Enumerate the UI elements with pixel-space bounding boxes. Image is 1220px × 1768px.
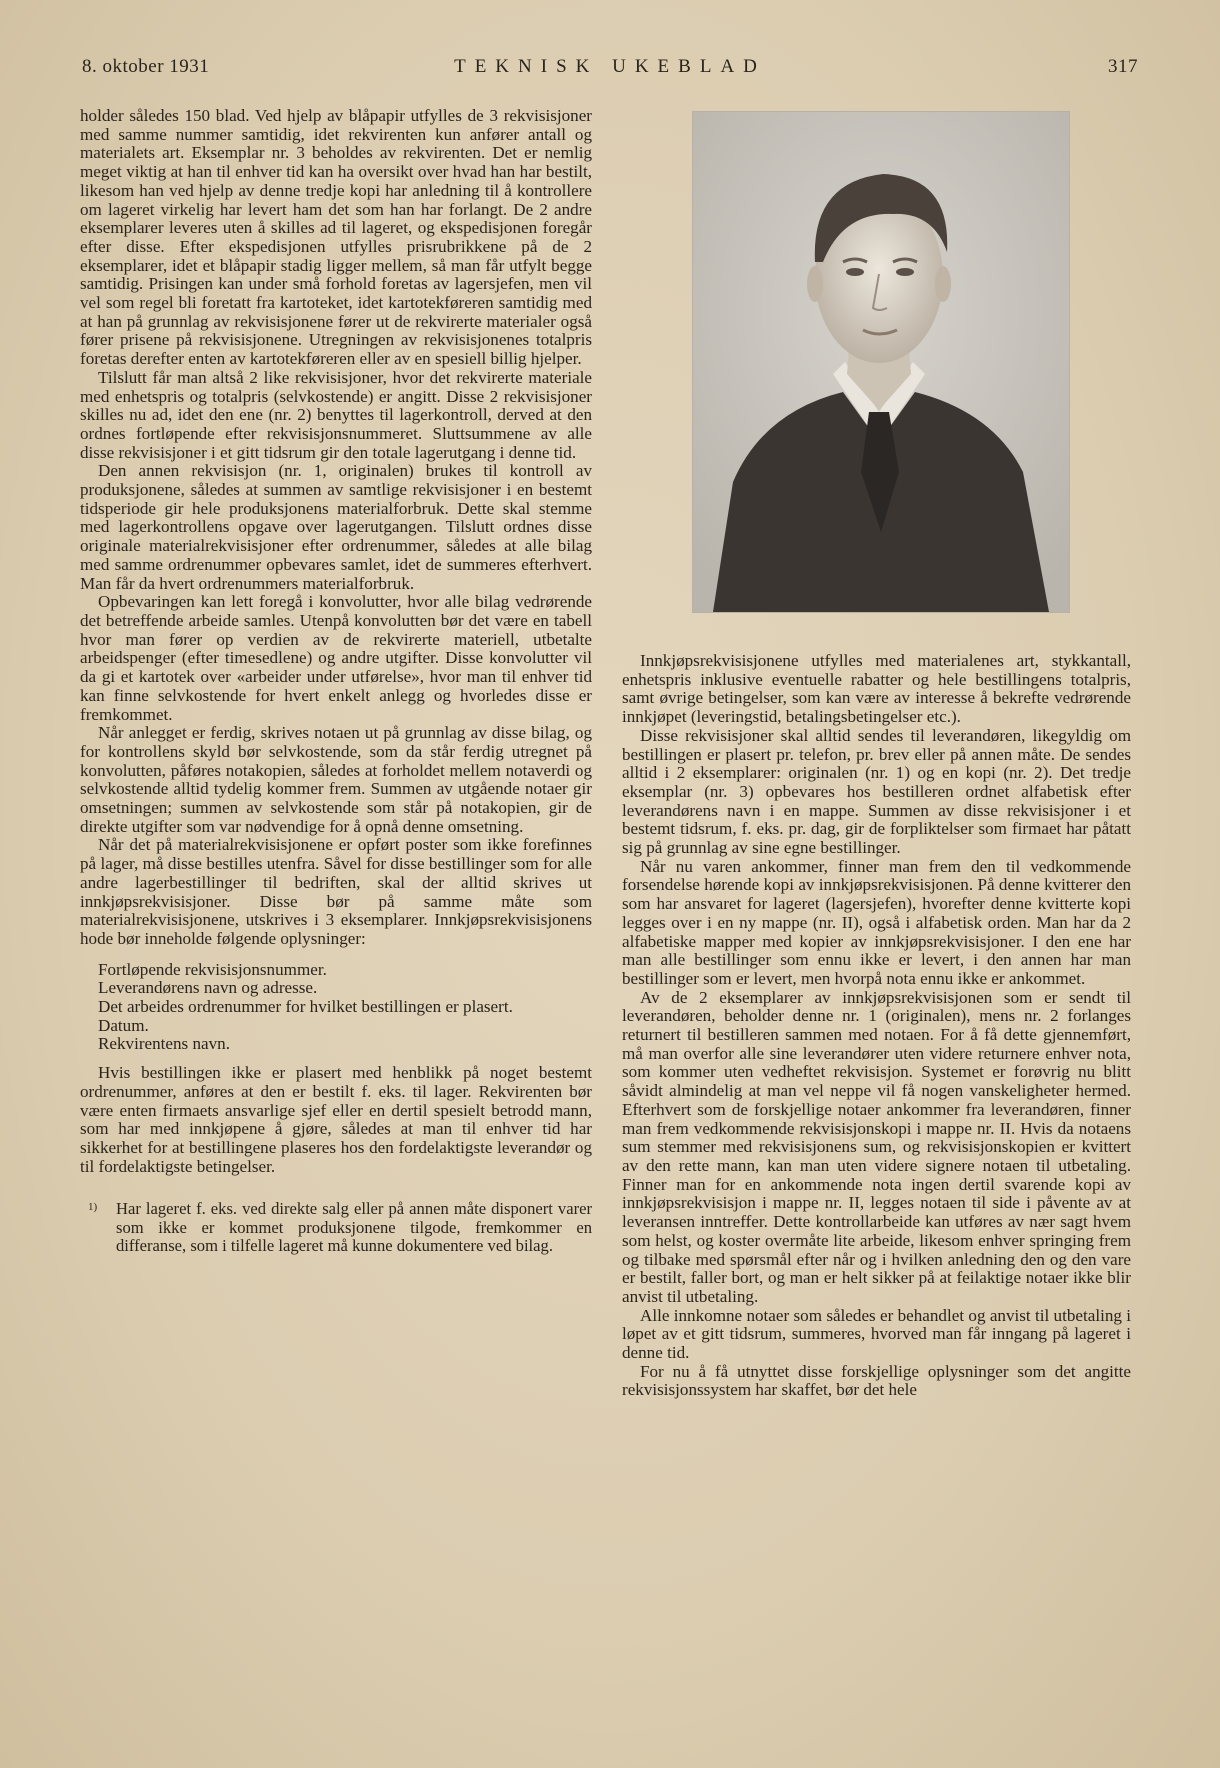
list-item: Datum.	[98, 1015, 149, 1035]
paragraph: Tilslutt får man altså 2 like rekvisisjoner, hvor det rekvirerte materiale med enhetspris og totalpris (selvkostende) er angitt. Disse 2 rekvisisjoner skilles nu ad, idet den ene (nr. 2) benyttes til lagerkontroll, derved at den ordnes fortløpende efter rekvisisjonsnummeret. Sluttsummene av alle disse rekvisisjoner i et gitt tidsrum gir den totale lagerutgang i denne tid.	[80, 367, 592, 462]
paragraph: Når nu varen ankommer, finner man frem den til vedkommende forsendelse hørende kopi av innkjøpsrekvisisjonen. På denne kvitterer den som har ansvaret for lageret (lagersjefen), hvorefter denne kvitterte kopi legges over i en ny mappe (nr. II), også i alfabetisk orden. Man har da 2 alfabetiske mapper med kopier av innkjøpsrekvisisjoner. I den ene har man alle bestillinger som ennu ikke er levert, i den annen har man bestillinger som er levert, men hvorpå nota ennu ikke er ankommet.	[622, 856, 1131, 988]
paragraph: Alle innkomne notaer som således er behandlet og anvist til utbetaling i løpet av et gitt tidsrum, summeres, hvorved man får inngang på lageret i denne tid.	[622, 1305, 1131, 1363]
journal-title: TEKNISK UKEBLAD	[454, 56, 766, 77]
paragraph: Den annen rekvisisjon (nr. 1, originalen) brukes til kontroll av produksjonene, således at summen av samtlige rekvisisjoner i en bestemt tidsperiode gir hele produksjonens materialforbruk. Dette skal stemme med lagerkontrollens opgave over lagerutgangen. Tilslutt ordnes disse originale materialrekvisisjoner efter ordrenummer, således at alle bilag med samme ordrenummer opbevares samlet, idet de summeres efterhvert. Man får da hvert ordrenummers materialforbruk.	[80, 461, 592, 593]
paragraph: Opbevaringen kan lett foregå i konvolutter, hvor alle bilag vedrørende det betreffende arbeide samles. Utenpå konvolutten bør det være en tabell hvor man fører op verdien av de rekvirerte materiell, utbetalte arbeidspenger (efter timesedlene) og andre utgifter. Disse konvolutter vil da gi et kartotek over «arbeider under utførelse», hvor man til enhver tid kan finne selvkostende for hvert enkelt anlegg og hvorledes disse er fremkommet.	[80, 592, 592, 724]
issue-date: 8. oktober 1931	[82, 56, 210, 77]
page-number: 317	[1108, 56, 1138, 77]
paragraph: Når anlegget er ferdig, skrives notaen ut på grunnlag av disse bilag, og for kontrollens skyld bør selvkostende, som da står ferdig utregnet på konvolutten, påføres notakopien, således at forholdet mellem notaverdi og selvkostende alltid tydelig kommer frem. Summen av utgående notaer gir omsetningen; summen av selvkostende som står på notakopien, gir de direkte utgifter som var nødvendige for å opnå denne omsetning.	[80, 723, 592, 836]
footnote-text: Har lageret f. eks. ved direkte salg eller på annen måte disponert varer som ikke er kommet produksjonene tilgode, fremkommer en differanse, som i tilfelle lageret må kunne dokumentere ved bilag.	[116, 1199, 592, 1255]
paragraph: Disse rekvisisjoner skal alltid sendes til leverandøren, likegyldig om bestillingen er plasert pr. telefon, pr. brev eller på annen måte. De sendes alltid i 2 eksemplarer: originalen (nr. 1) og en kopi (nr. 2). Det tredje eksemplar (nr. 3) opbevares hos bestilleren ordnet alfabetisk efter leverandørens navn i en mappe. Summen av disse rekvisisjoner i et bestemt tidsrum, f. eks. pr. dag, gir de forpliktelser som firmaet har påtatt sig på grunnlag av sine egne bestillinger.	[622, 725, 1131, 858]
paragraph: Av de 2 eksemplarer av innkjøpsrekvisisjonen som er sendt til leverandøren, beholder denne nr. 1 (originalen), mens nr. 2 forlanges returnert til bestilleren sammen med notaen. For å få dette gjennemført, må man overfor alle sine leverandører uten videre returnere enhver nota, som kommer uten vedheftet rekvisisjon. Systemet er forøvrig nu blitt såvidt almindelig at man vel neppe vil få nogen vanskeligheter hermed. Efterhvert som de forskjellige notaer ankommer fra leverandøren, finner man frem vedkommende rekvisisjonskopi i mappe nr. II. Hvis da notaens sum stemmer med rekvisisjonens sum, og rekvisisjonskopien er kvittert av den rette mann, kan man uten videre signere notaen til utbetaling. Finner man for en ankommende nota ingen dertil svarende kopi av innkjøpsrekvisisjon i mappe nr. II, legges notaen til side i påvente av at leveransen inntreffer. Dette kontrollarbeide kan utføres av nær sagt hvem som helst, og koster overmåte lite arbeide, likesom enhver springing frem og tilbake med spørsmål efter når og i hvilken anledning den og den vare er bestilt, faller bort, og man er helt sikker på at feilaktige notaer ikke blir anvist til utbetaling.	[622, 987, 1131, 1306]
running-head	[82, 56, 1138, 86]
paragraph: For nu å få utnyttet disse forskjellige oplysninger som det angitte rekvisisjonssystem har skaffet, bør det hele	[622, 1361, 1131, 1400]
list-item: Leverandørens navn og adresse.	[98, 978, 318, 998]
requisition-fields-list	[80, 961, 592, 1055]
paragraph: Innkjøpsrekvisisjonene utfylles med materialenes art, stykkantall, enhetspris inklusive eventuelle rabatter og hele bestillingens totalpris, samt øvrige betingelser, som kan være av interesse å bekrefte vedrørende innkjøpet (leveringstid, betalingsbetingelser etc.).	[622, 651, 1131, 727]
footnote-mark: 1)	[88, 1201, 98, 1214]
paragraph: Når det på materialrekvisisjonene er opført poster som ikke forefinnes på lager, må disse bestilles utenfra. Såvel for disse bestillinger som for alle andre lagerbestillinger til bedriften, skal der alltid skrives ut innkjøpsrekvisisjoner. Disse bør på samme måte som materialrekvisisjonene, utskrives i 3 eksemplarer. Innkjøpsrekvisisjonens hode bør inneholde følgende oplysninger:	[80, 835, 592, 948]
paragraph: holder således 150 blad. Ved hjelp av blåpapir utfylles de 3 rekvisisjoner med samme nummer samtidig, idet rekvirenten kun anfører antall og materialets art. Eksemplar nr. 3 beholdes av rekvirenten. Det er nemlig meget viktig at han til enhver tid kan ha oversikt over hvad han har bestilt, likesom han ved hjelp av denne tredje kopi har anledning til å kontrollere om lageret virkelig har levert ham det som han har forlangt. De 2 andre eksemplarer leveres uten å skilles ad til lageret, og ekspedisjonen foregår efter disse. Efter ekspedisjonen utfylles prisrubrikkene på de 2 eksemplarer, idet et blåpapir stadig ligger mellem, så man får utfylt begge samtidig. Prisingen kan under små forhold foretas av lagersjefen, men vil vel som regel bli foretatt fra kartoteket, idet kartotekføreren samtidig med at han på grunnlag av rekvisisjonene fører ut de rekvirerte materialer også fører prisene på rekvisisjonene. Utregningen av rekvisisjonenes totalpris foretas derefter enten av kartotekføreren eller av en spesiell billig hjelper.	[80, 106, 592, 369]
portrait-photo	[692, 111, 1070, 613]
list-item: Fortløpende rekvisisjonsnummer.	[98, 959, 327, 979]
right-column	[622, 652, 1131, 1400]
left-column	[80, 107, 592, 1255]
paragraph: Hvis bestillingen ikke er plasert med henblikk på noget bestemt ordrenummer, anføres at den er bestilt f. eks. til lager. Rekvirenten bør være enten firmaets ansvarlige sjef eller en dertil spesielt betrodd mann, som har med innkjøpene å gjøre, således at man til enhver tid har sikkerhet for at bestillingene plaseres hos den fordelaktigste leverandør og til fordelaktigste betingelser.	[80, 1063, 592, 1176]
portrait-illustration	[693, 112, 1069, 612]
list-item: Det arbeides ordrenummer for hvilket bestillingen er plasert.	[98, 997, 513, 1017]
list-item: Rekvirentens navn.	[98, 1034, 230, 1054]
footnote	[80, 1200, 592, 1255]
